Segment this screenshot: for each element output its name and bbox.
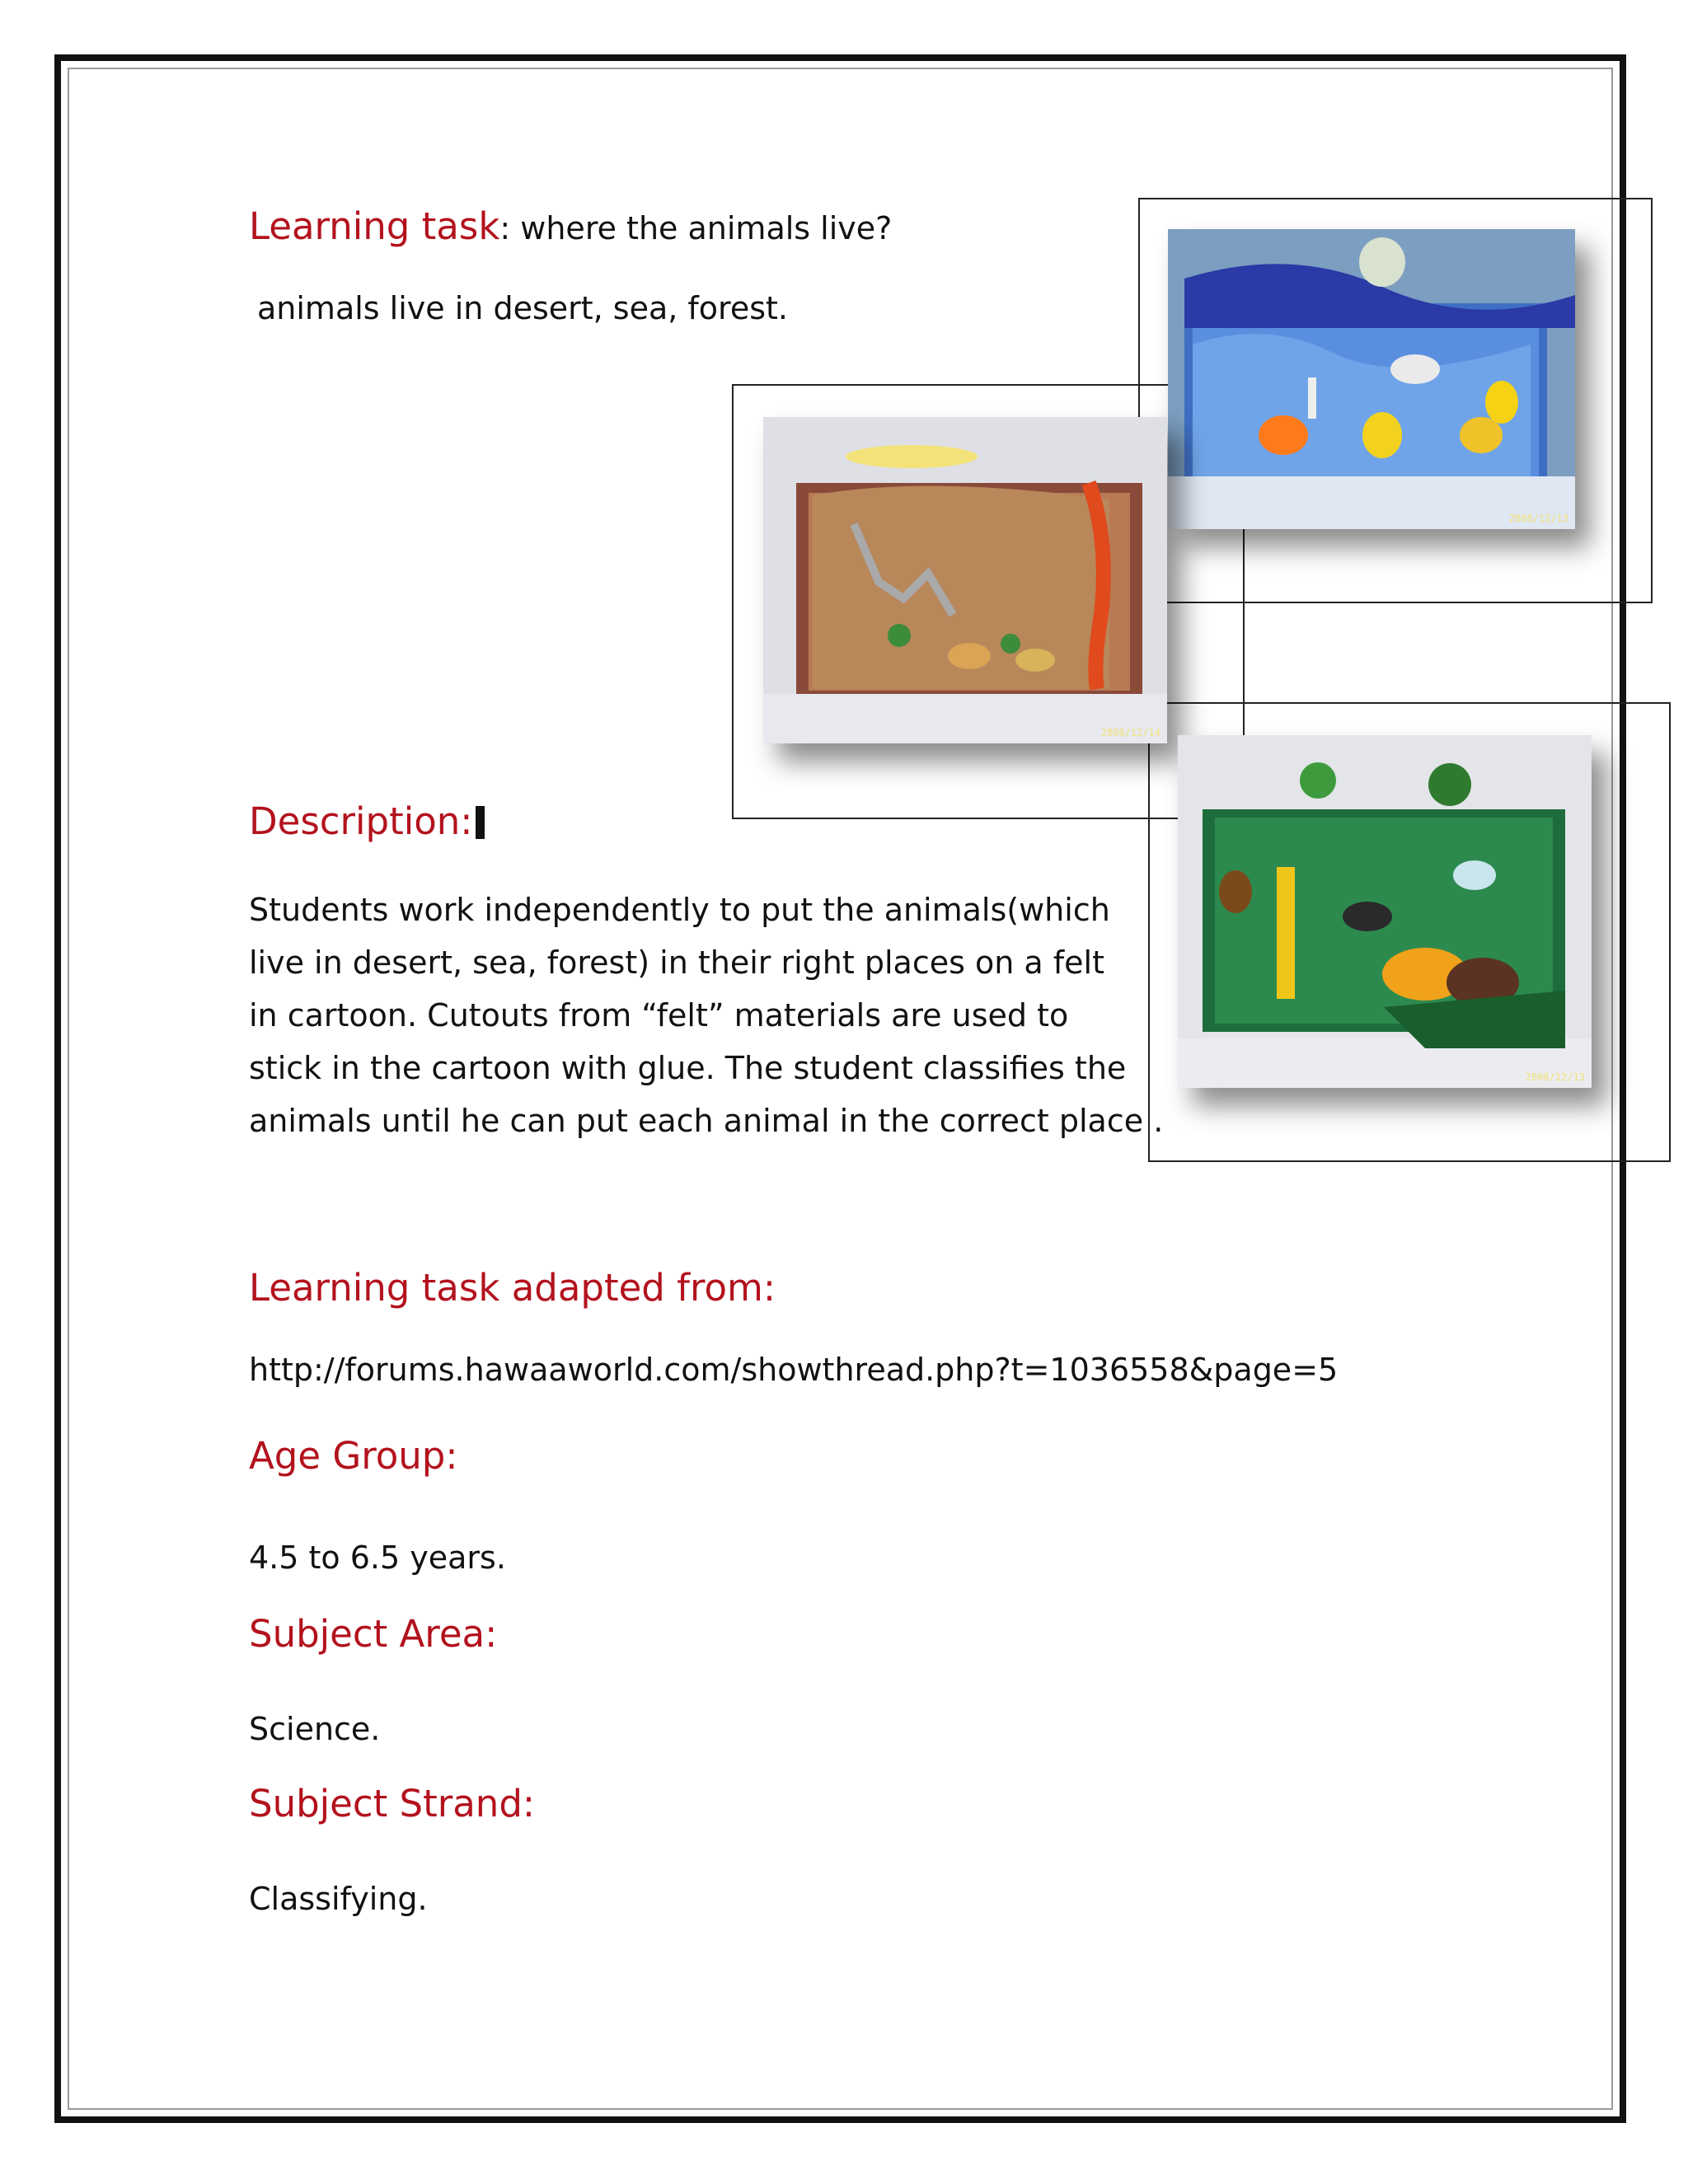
subject-strand-value: Classifying. (249, 1881, 428, 1917)
forest-photo-stamp: 2008/12/13 (1525, 1071, 1585, 1083)
sea-diorama-photo (1168, 229, 1575, 529)
description-text (249, 883, 1164, 1147)
description-line: animals until he can put each animal in the correct place . (249, 1103, 1164, 1139)
description-heading (249, 799, 485, 843)
desert-diorama-image (763, 417, 1167, 743)
adapted-from-heading: Learning task adapted from: (249, 1266, 776, 1310)
description-line: stick in the cartoon with glue. The student classifies the (249, 1050, 1127, 1086)
subject-strand-heading: Subject Strand: (249, 1782, 536, 1825)
subject-area-value: Science. (249, 1711, 381, 1747)
adapted-from-url: http://forums.hawaaworld.com/showthread.php?t=1036558&page=5 (249, 1352, 1339, 1388)
sea-photo-stamp: 2008/12/13 (1508, 513, 1568, 524)
text-cursor-mark (476, 806, 485, 839)
subject-area-heading: Subject Area: (249, 1612, 498, 1656)
age-group-value: 4.5 to 6.5 years. (249, 1540, 506, 1576)
desert-diorama-photo (763, 417, 1167, 743)
description-line: in cartoon. Cutouts from “felt” materials are used to (249, 997, 1069, 1033)
forest-diorama-image (1178, 735, 1592, 1088)
forest-diorama-photo (1178, 735, 1592, 1088)
learning-task-answer: animals live in desert, sea, forest. (257, 290, 788, 326)
description-line: Students work independently to put the animals(which (249, 892, 1110, 928)
desert-photo-stamp: 2008/12/14 (1100, 727, 1160, 738)
description-heading-text: Description: (249, 799, 473, 843)
description-line: live in desert, sea, forest) in their right places on a felt (249, 944, 1104, 981)
learning-task-heading (249, 204, 892, 248)
age-group-heading: Age Group: (249, 1434, 458, 1478)
learning-task-label: Learning task (249, 204, 500, 248)
sea-diorama-image (1168, 229, 1575, 529)
learning-task-question: : where the animals live? (499, 210, 893, 246)
